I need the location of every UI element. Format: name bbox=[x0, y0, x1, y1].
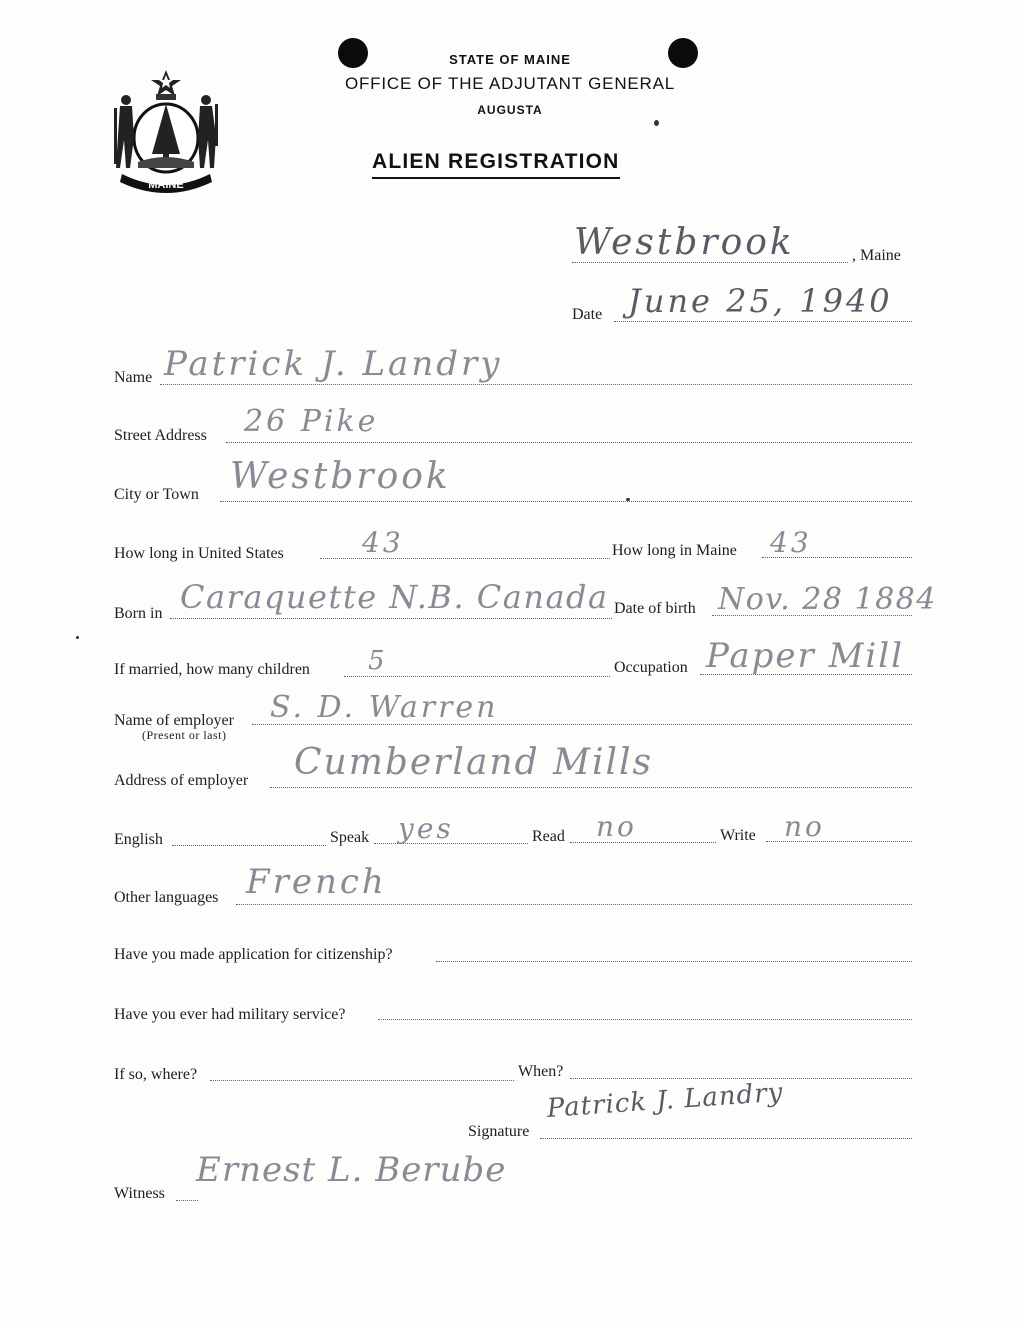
header-office: OFFICE OF THE ADJUTANT GENERAL bbox=[344, 74, 676, 93]
form-title: ALIEN REGISTRATION bbox=[372, 150, 620, 179]
occupation-value: Paper Mill bbox=[706, 636, 905, 676]
military-line bbox=[378, 1019, 912, 1020]
english-label: English bbox=[114, 831, 163, 848]
write-value: no bbox=[784, 810, 825, 843]
street-line bbox=[226, 442, 912, 443]
ink-speck bbox=[654, 120, 659, 126]
born-line bbox=[170, 618, 612, 619]
when-label: When? bbox=[518, 1063, 564, 1080]
maine-seal-icon bbox=[112, 68, 220, 194]
read-line bbox=[570, 842, 716, 843]
seal-label: MAINE bbox=[148, 179, 184, 191]
signature-line bbox=[540, 1138, 912, 1139]
name-value: Patrick J. Landry bbox=[164, 344, 503, 384]
other-languages-line bbox=[236, 904, 912, 905]
years-us-value: 43 bbox=[362, 526, 404, 559]
header-city: AUGUSTA bbox=[477, 103, 543, 117]
children-value: 5 bbox=[368, 646, 388, 676]
town-value: Westbrook bbox=[574, 222, 795, 263]
signature-label: Signature bbox=[468, 1123, 530, 1140]
citizenship-label: Have you made application for citizenship? bbox=[114, 946, 393, 963]
name-label: Name bbox=[114, 369, 153, 386]
date-value: June 25, 1940 bbox=[628, 282, 893, 320]
where-label: If so, where? bbox=[114, 1066, 198, 1083]
read-value: no bbox=[596, 810, 637, 843]
signature-value: Patrick J. Landry bbox=[545, 1077, 785, 1124]
years-maine-value: 43 bbox=[770, 526, 812, 559]
witness-line bbox=[176, 1200, 198, 1201]
years-us-label: How long in United States bbox=[114, 545, 284, 562]
employer-value: S. D. Warren bbox=[270, 690, 499, 725]
street-value: 26 Pike bbox=[244, 404, 379, 439]
occupation-label: Occupation bbox=[614, 659, 688, 676]
years-maine-label: How long in Maine bbox=[612, 542, 737, 559]
maine-label: , Maine bbox=[852, 247, 901, 264]
dob-value: Nov. 28 1884 bbox=[718, 582, 937, 617]
born-value: Caraquette N.B. Canada bbox=[180, 578, 609, 616]
children-line bbox=[344, 676, 610, 677]
witness-value: Ernest L. Berube bbox=[196, 1150, 507, 1190]
employer-address-label: Address of employer bbox=[114, 772, 249, 789]
city-value: Westbrook bbox=[230, 456, 451, 497]
speak-label: Speak bbox=[330, 829, 370, 846]
ink-speck bbox=[76, 636, 79, 639]
city-label: City or Town bbox=[114, 486, 199, 503]
military-label: Have you ever had military service? bbox=[114, 1006, 346, 1023]
witness-label: Witness bbox=[114, 1185, 165, 1202]
born-label: Born in bbox=[114, 605, 163, 622]
write-label: Write bbox=[720, 827, 756, 844]
date-label: Date bbox=[572, 306, 603, 323]
date-line bbox=[614, 321, 912, 322]
other-languages-value: French bbox=[246, 862, 387, 902]
employer-note: (Present or last) bbox=[142, 728, 227, 742]
employer-label: Name of employer bbox=[114, 712, 234, 729]
employer-address-value: Cumberland Mills bbox=[294, 742, 653, 783]
when-line bbox=[570, 1078, 912, 1079]
dob-label: Date of birth bbox=[614, 600, 696, 617]
speak-value: yes bbox=[398, 812, 454, 845]
read-label: Read bbox=[532, 828, 565, 845]
children-label: If married, how many children bbox=[114, 661, 310, 678]
header-state: STATE OF MAINE bbox=[449, 52, 571, 67]
city-line bbox=[220, 501, 912, 502]
where-line bbox=[210, 1080, 514, 1081]
employer-address-line bbox=[270, 787, 912, 788]
street-label: Street Address bbox=[114, 427, 207, 444]
other-languages-label: Other languages bbox=[114, 889, 219, 906]
english-line bbox=[172, 845, 326, 846]
name-line bbox=[160, 384, 912, 385]
citizenship-line bbox=[436, 961, 912, 962]
